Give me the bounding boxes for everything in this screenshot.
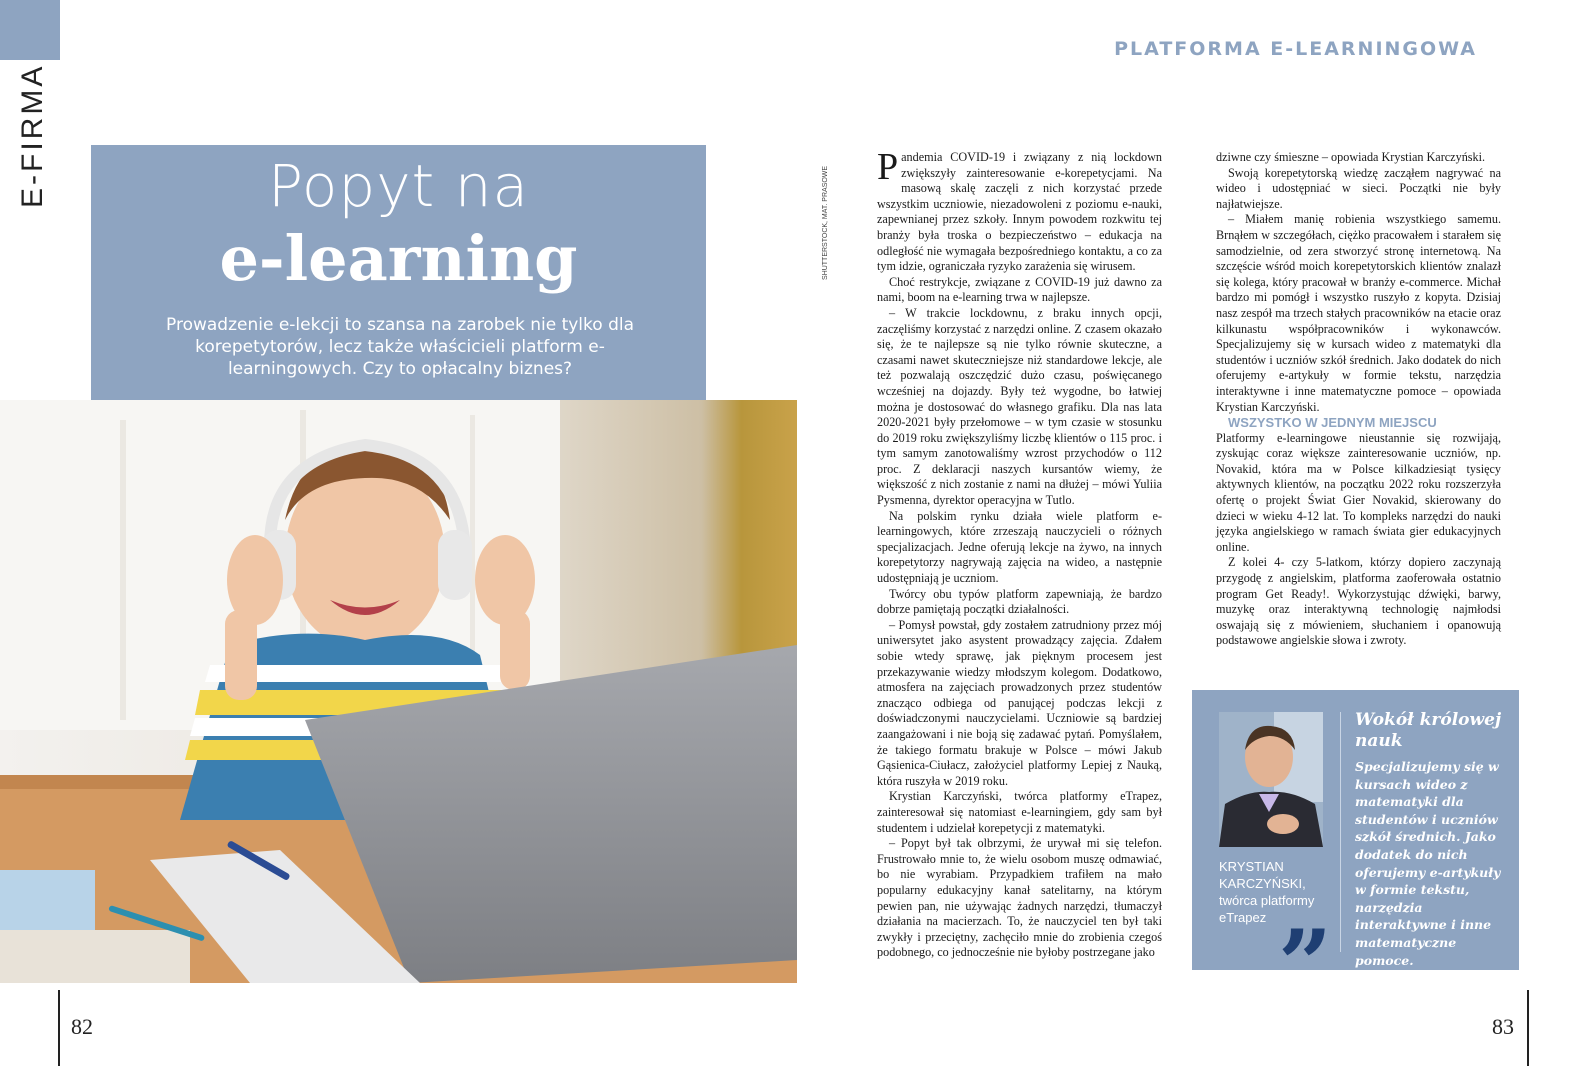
- paragraph: Choć restrykcje, związane z COVID-19 już dawno za nami, boom na e-learning trwa w najlepsze.: [877, 274, 1162, 305]
- paragraph: Krystian Karczyński, twórca platformy eTrapez, zainteresował się natomiast e-learningiem, gdy sam był studentem i udzielał korepetycji z matematyki.: [877, 789, 1162, 835]
- paragraph: – Pomysł powstał, gdy zostałem zatrudniony przez mój uniwersytet jako asystent prowadzący zajęcia. Zdałem sobie wtedy sprawę, jak pięknym procesem jest przekazywanie wiedzy młodszym kolegom. Dodatkowo, atmosfera na zajęciach prowadzonych przez studentów znacząco odbiega od panującej podczas lekcji z doświadczonymi nauczycielami. Uczniowie są bardziej zaangażowani i nie boją się zadawać pytań. Pomyślałem, że takiego formatu brakuje w Polsce – mówi Jakub Gąsienica-Ciułacz, założyciel platformy Lepiej z Nauką, która ruszyła w 2019 roku.: [877, 617, 1162, 788]
- article-column-1: [877, 146, 1162, 961]
- page-number-right: 83: [1492, 1014, 1514, 1039]
- article-title-line2: e-learning: [219, 222, 578, 295]
- quote-title: Wokół królowej nauk: [1355, 710, 1502, 751]
- page-rule-right: [1527, 990, 1529, 1066]
- quote-divider: [1340, 712, 1341, 952]
- paragraph: Swoją korepetytorską wiedzę zacząłem nagrywać na wideo i udostępniać w sieci. Początki nie były najłatwiejsze.: [1216, 165, 1501, 211]
- page-rule-left: [58, 990, 60, 1066]
- author-portrait: [1219, 712, 1323, 847]
- quotation-mark-icon: ”: [1278, 910, 1333, 1020]
- page-number-left: 82: [71, 1014, 93, 1039]
- quote-text: Specjalizujemy się w kursach wideo z matematyki dla studentów i uczniów szkół średnich. Jako dodatek do nich oferujemy e-artykuły w formie tekstu, narzędzia interaktywne i inne matematyczne pomoce.: [1355, 759, 1501, 968]
- paragraph: – W trakcie lockdownu, z braku innych opcji, zaczęliśmy korzystać z narzędzi online. Z czasem okazało się, że te najlepsze są nie tylko równie skuteczne, a czasami nawet skuteczniejsze niż standardowe lekcje, ale też pozwalają oszczędzić dużo czasu, poświęcanego wcześniej na dojazdy. Były też wygodne, bo łatwiej można je dostosować do własnego grafiku. Dla nas lata 2020-2021 były przełomowe – w tym czasie w stosunku do 2019 roku zwiększyliśmy liczbę klientów o 115 proc. i tym samym zanotowaliśmy wzrost przychodów o 112 proc. Z deklaracji naszych kursantów wiemy, że większość z nich zostanie z nami na dłużej – mówi Yuliia Pysmenna, dyrektor operacyjna w Tutlo.: [877, 305, 1162, 508]
- section-subheading: WSZYSTKO W JEDNYM MIEJSCU: [1228, 415, 1437, 431]
- drop-cap: P: [877, 146, 899, 188]
- paragraph: Na polskim rynku działa wiele platform e-learningowych, które zrzeszają nauczycieli o różnych specjalizacjach. Jedne oferują lekcje na żywo, na innych korepetytorzy nagrywają zajęcia na wideo, a następnie udostępniają je uczniom.: [877, 508, 1162, 586]
- paragraph: Z kolei 4- czy 5-latkom, którzy dopiero zaczynają przygodę z angielskim, platforma zaoferowała ostatnio program Get Ready!. Wykorzystując dźwięki, barwy, muzykę oraz interaktywną technologię najmłodsi oswajają się z mówieniem, słuchaniem i opanowują podstawowe angielskie słowa i zwroty.: [1216, 555, 1501, 648]
- paragraph: Twórcy obu typów platform zapewniają, że bardzo dobrze pamiętają początki działalności.: [877, 586, 1162, 617]
- paragraph: – Popyt był tak olbrzymi, że urywał mi się telefon. Frustrowało mnie to, że wielu osobom muszę odmawiać, bo nie wyrabiam. Przypadkiem trafiłem na mało popularny edukacyjny kanał satelitarny, na którym pewien pan, nie używając żadnych narzędzi, tłumaczył działania na macierzach. To, że nauczyciel ten był taki zwykły i przeciętny, zachęciło mnie do zrobienia czegoś podobnego, co jednocześnie nie byłoby postrzegane jako: [877, 836, 1162, 960]
- paragraph: – Miałem manię robienia wszystkiego samemu. Brnąłem w szczegółach, ciężko pracowałem i starałem się samodzielnie, od zera stworzyć stronę internetową. Na szczęście wśród moich korepetytorskich klientów znalazł się kolega, który pracował w branży e-commerce. Michał bardzo mi pomógł i wszystko ruszyło z kopyta. Dzisiaj nasz zespół ma trzech stałych pracowników na etacie oraz kilkunastu współpracowników i wykonawców. Specjalizujemy się w kursach wideo z matematyki dla studentów i uczniów szkół średnich. Jako dodatek do nich oferujemy e-artykuły w formie tekstu, narzędzia interaktywne i inne matematyczne pomoce – opowiada Krystian Karczyński.: [1216, 212, 1501, 414]
- section-label: E-FIRMA: [16, 63, 49, 208]
- quote-person-caption: KRYSTIAN KARCZYŃSKI, twórca platformy eTrapez: [1219, 859, 1315, 925]
- article-column-2: [1216, 150, 1501, 649]
- hero-photo: [0, 400, 797, 983]
- paragraph: Pandemia COVID-19 i związany z nią lockdown zwiększyły zainteresowanie e-korepetycjami. Na masową skalę zaczęli z nich korzystać przede wszystkim uczniowie, niezadowoleni z poziomu e-nauki, zapewnianej przez szkoły. Innym powodem rozkwitu tej branży była troska o bezpieczeństwo – edukacja na odległość nie wymagała bezpośredniego kontaktu, a co za tym idzie, ograniczała ryzyko zarażenia się wirusem.: [877, 146, 1162, 274]
- photo-credit: SHUTTERSTOCK, MAT. PRASOWE: [822, 165, 829, 280]
- corner-accent-block: [0, 0, 60, 60]
- article-title-line1: Popyt na: [267, 152, 529, 220]
- paragraph: Platformy e-learningowe nieustannie się rozwijają, zyskując coraz większe zainteresowanie uczniów, np. Novakid, która ma w Polsce kilkadziesiąt tysięcy aktywnych klientów, na początku 2022 roku rozszerzyła ofertę o projekt Świat Gier Novakid, skierowany do dzieci w wieku 4-12 lat. To kompleks narzędzi do nauki języka angielskiego w ramach świata gier edukacyjnych online.: [1216, 430, 1501, 554]
- paragraph: dziwne czy śmieszne – opowiada Krystian Karczyński.: [1216, 150, 1486, 164]
- article-lead: Prowadzenie e-lekcji to szansa na zarobek nie tylko dla korepetytorów, lecz także właścicieli platform e-learningowych. Czy to opłacalny biznes?: [166, 315, 634, 379]
- running-header: PLATFORMA E-LEARNINGOWA: [1114, 38, 1477, 60]
